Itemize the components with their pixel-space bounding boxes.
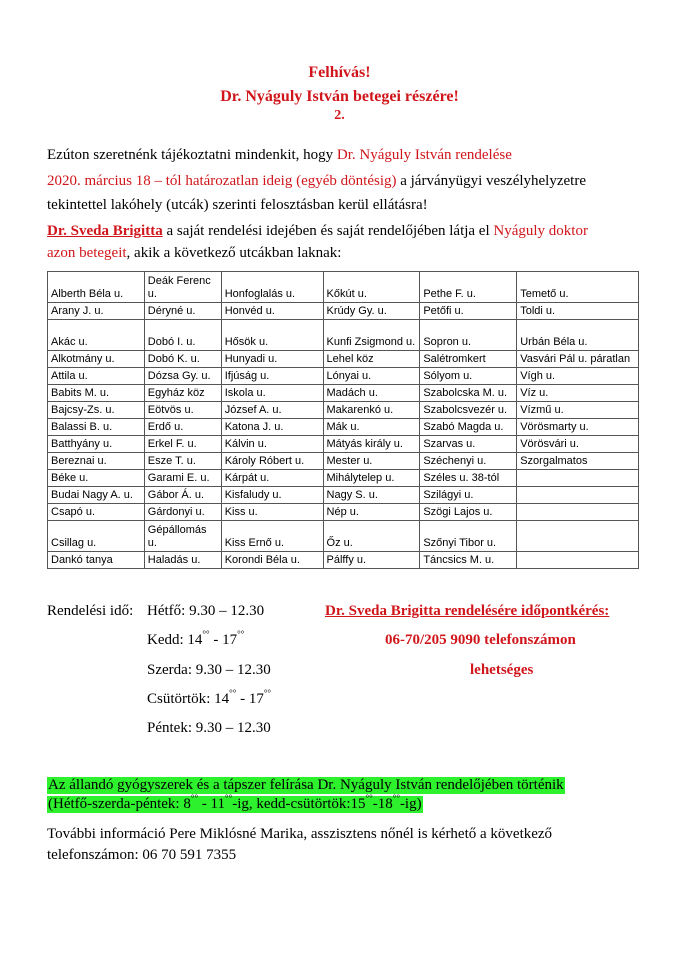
street-cell: Hősök u. [221, 320, 323, 351]
street-cell: Alberth Béla u. [48, 272, 145, 303]
street-cell: Vízmű u. [517, 402, 639, 419]
street-cell: Sopron u. [420, 320, 517, 351]
table-row [48, 436, 639, 453]
street-cell: Balassi B. u. [48, 419, 145, 436]
street-cell: József A. u. [221, 402, 323, 419]
heading-line1: Felhívás! [308, 64, 371, 81]
footer-phone: telefonszámon: 06 70 591 7355 [47, 847, 237, 863]
street-cell: Babits M. u. [48, 385, 145, 402]
street-cell: Krúdy Gy. u. [323, 303, 420, 320]
date-range: 2020. március 18 – tól határozatlan ideig (egyéb döntésig) [47, 173, 397, 189]
street-cell [517, 470, 639, 487]
street-cell: Kiss Ernő u. [221, 521, 323, 552]
street-cell: Csapó u. [48, 504, 145, 521]
street-cell: Toldi u. [517, 303, 639, 320]
footer-info: További információ Pere Miklósné Marika, asszisztens nőnél is kérhető a következő [47, 826, 553, 842]
table-row [48, 552, 639, 569]
street-cell [517, 504, 639, 521]
assign-text: , akik a következő utcákban laknak: [126, 245, 342, 261]
schedule-friday: Péntek: 9.30 – 12.30 [147, 720, 271, 736]
prescription-hours: (Hétfő-szerda-péntek: 8°° - 11°°-ig, kedd-csütörtök:15°°-18°°-ig) [48, 793, 422, 812]
street-cell: Arany J. u. [48, 303, 145, 320]
street-cell: Esze T. u. [144, 453, 221, 470]
street-cell: Erdő u. [144, 419, 221, 436]
street-cell: Haladás u. [144, 552, 221, 569]
street-cell: Szögi Lajos u. [420, 504, 517, 521]
table-row [48, 402, 639, 419]
intro-line2 [47, 173, 586, 190]
street-cell: Bajcsy-Zs. u. [48, 402, 145, 419]
appointment-phone: 06-70/205 9090 telefonszámon [385, 632, 576, 648]
street-cell: Szarvas u. [420, 436, 517, 453]
street-cell: Eötvös u. [144, 402, 221, 419]
street-cell: Lónyai u. [323, 368, 420, 385]
table-row [48, 272, 639, 303]
table-row [48, 487, 639, 504]
street-table [47, 271, 639, 569]
street-cell: Katona J. u. [221, 419, 323, 436]
table-row [48, 320, 639, 351]
street-cell: Károly Róbert u. [221, 453, 323, 470]
street-cell: Kisfaludy u. [221, 487, 323, 504]
street-cell: Gárdonyi u. [144, 504, 221, 521]
street-cell: Őz u. [323, 521, 420, 552]
street-cell: Garami E. u. [144, 470, 221, 487]
street-cell: Pálffy u. [323, 552, 420, 569]
street-cell: Mátyás király u. [323, 436, 420, 453]
street-cell: Budai Nagy A. u. [48, 487, 145, 504]
table-row [48, 385, 639, 402]
street-cell: Vörösmarty u. [517, 419, 639, 436]
street-cell: Széchenyi u. [420, 453, 517, 470]
appointment-possible: lehetséges [470, 662, 534, 678]
street-cell: Dobó K. u. [144, 351, 221, 368]
street-cell: Salétromkert [420, 351, 517, 368]
street-cell: Lehel köz [323, 351, 420, 368]
street-cell: Honvéd u. [221, 303, 323, 320]
street-cell: Bereznai u. [48, 453, 145, 470]
street-cell: Vígh u. [517, 368, 639, 385]
schedule-label: Rendelési idő: [47, 603, 134, 619]
appointment-title: Dr. Sveda Brigitta rendelésére időpontkérés: [325, 603, 610, 619]
street-cell: Vasvári Pál u. páratlan [517, 351, 639, 368]
street-cell: Táncsics M. u. [420, 552, 517, 569]
street-cell: Alkotmány u. [48, 351, 145, 368]
street-cell: Víz u. [517, 385, 639, 402]
street-cell: Sólyom u. [420, 368, 517, 385]
street-cell: Hunyadi u. [221, 351, 323, 368]
intro-line1 [47, 147, 512, 164]
street-cell: Akác u. [48, 320, 145, 351]
street-cell: Erkel F. u. [144, 436, 221, 453]
street-cell [517, 552, 639, 569]
table-row [48, 351, 639, 368]
street-cell: Béke u. [48, 470, 145, 487]
intro-text: a járványügyi veszélyhelyzetre [396, 173, 586, 189]
street-cell: Mester u. [323, 453, 420, 470]
doctor-name: Nyáguly doktor [493, 223, 588, 239]
street-cell: Nagy S. u. [323, 487, 420, 504]
street-cell: Attila u. [48, 368, 145, 385]
schedule-tuesday: Kedd: 14°° - 17°° [147, 629, 245, 648]
street-cell: Csillag u. [48, 521, 145, 552]
street-cell: Déryné u. [144, 303, 221, 320]
street-cell: Gépállomás u. [144, 521, 221, 552]
street-cell: Szabolcsvezér u. [420, 402, 517, 419]
street-cell: Temető u. [517, 272, 639, 303]
street-cell: Vörösvári u. [517, 436, 639, 453]
street-cell: Makarenkó u. [323, 402, 420, 419]
heading-number: 2. [334, 108, 345, 123]
street-cell: Madách u. [323, 385, 420, 402]
street-cell: Ifjúság u. [221, 368, 323, 385]
street-cell [517, 487, 639, 504]
table-row [48, 368, 639, 385]
street-cell: Korondi Béla u. [221, 552, 323, 569]
street-cell: Kunfi Zsigmond u. [323, 320, 420, 351]
street-cell: Kőkút u. [323, 272, 420, 303]
schedule-thursday: Csütörtök: 14°° - 17°° [147, 688, 272, 707]
street-cell: Egyház köz [144, 385, 221, 402]
street-cell: Mihálytelep u. [323, 470, 420, 487]
street-cell: Nép u. [323, 504, 420, 521]
street-cell: Kiss u. [221, 504, 323, 521]
street-cell: Gábor Á. u. [144, 487, 221, 504]
street-cell: Dankó tanya [48, 552, 145, 569]
street-cell: Szabó Magda u. [420, 419, 517, 436]
street-cell: Urbán Béla u. [517, 320, 639, 351]
street-cell: Szabolcska M. u. [420, 385, 517, 402]
table-row [48, 521, 639, 552]
street-cell: Honfoglalás u. [221, 272, 323, 303]
street-cell: Kálvin u. [221, 436, 323, 453]
assign-line2 [47, 245, 341, 262]
assign-line1 [47, 223, 588, 240]
heading-line2: Dr. Nyáguly István betegei részére! [220, 88, 459, 105]
street-cell: Deák Ferenc u. [144, 272, 221, 303]
street-cell: Iskola u. [221, 385, 323, 402]
street-cell: Dobó I. u. [144, 320, 221, 351]
street-cell: Pethe F. u. [420, 272, 517, 303]
intro-line3: tekintettel lakóhely (utcák) szerinti felosztásban kerül ellátásra! [47, 197, 428, 213]
table-row [48, 453, 639, 470]
schedule-wednesday: Szerda: 9.30 – 12.30 [147, 662, 271, 678]
table-row [48, 470, 639, 487]
street-cell [517, 521, 639, 552]
street-cell: Kárpát u. [221, 470, 323, 487]
schedule-monday: Hétfő: 9.30 – 12.30 [147, 603, 265, 619]
street-cell: Széles u. 38-tól [420, 470, 517, 487]
street-cell: Mák u. [323, 419, 420, 436]
substitute-doctor: Dr. Sveda Brigitta [47, 223, 163, 239]
street-cell: Petőfi u. [420, 303, 517, 320]
street-cell: Szőnyi Tibor u. [420, 521, 517, 552]
street-cell: Dózsa Gy. u. [144, 368, 221, 385]
street-cell: Szilágyi u. [420, 487, 517, 504]
intro-text: Ezúton szeretnénk tájékoztatni mindenkit, hogy [47, 147, 337, 163]
assign-text: a saját rendelési idejében és saját rendelőjében látja el [162, 223, 494, 239]
street-cell: Batthyány u. [48, 436, 145, 453]
table-row [48, 419, 639, 436]
doctor-name: Dr. Nyáguly István rendelése [336, 147, 512, 163]
patients-text: azon betegeit [47, 245, 127, 261]
table-row [48, 303, 639, 320]
prescription-notice: Az állandó gyógyszerek és a tápszer felírása Dr. Nyáguly István rendelőjében történik [48, 777, 564, 793]
street-cell: Szorgalmatos [517, 453, 639, 470]
table-row [48, 504, 639, 521]
